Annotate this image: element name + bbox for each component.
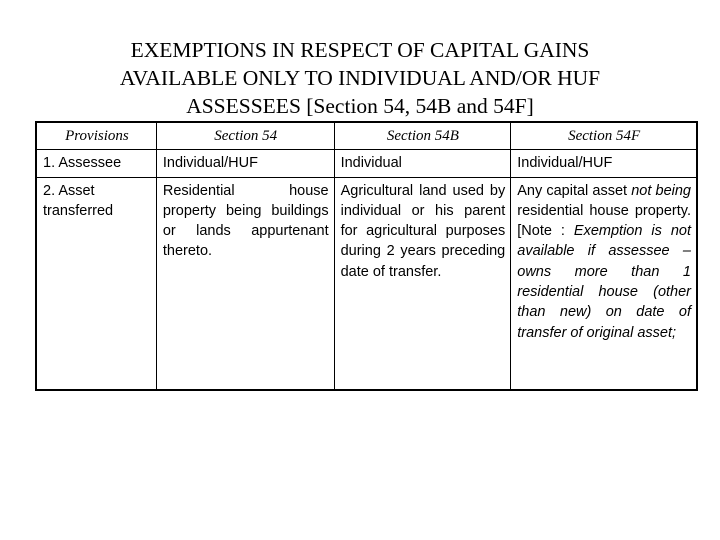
- text-italic-note: Exemption is not available if assessee – owns more than 1 residential house (other than new) on date of transfer of original asset;: [517, 223, 691, 341]
- cell-section-54f: [511, 177, 697, 390]
- cell-provision: 1. Assessee: [36, 150, 156, 177]
- page-title: [0, 36, 720, 120]
- cell-section-54: Residential house property being buildings or lands appurtenant thereto.: [156, 177, 334, 390]
- text-normal: Any capital asset: [517, 182, 632, 199]
- exemptions-table: [35, 121, 698, 391]
- table-row: [36, 150, 697, 177]
- cell-section-54f: Individual/HUF: [511, 150, 697, 177]
- title-line-2: AVAILABLE ONLY TO INDIVIDUAL AND/OR HUF: [119, 66, 601, 90]
- header-section-54f: Section 54F: [511, 122, 697, 150]
- header-section-54: Section 54: [156, 122, 334, 150]
- cell-provision: 2. Asset transferred: [36, 177, 156, 390]
- table-row: [36, 177, 697, 390]
- header-section-54b: Section 54B: [334, 122, 511, 150]
- table-header-row: [36, 122, 697, 150]
- header-provisions: Provisions: [36, 122, 156, 150]
- cell-section-54: Individual/HUF: [156, 150, 334, 177]
- text-italic: not being: [631, 182, 691, 199]
- title-line-3: ASSESSEES [Section 54, 54B and 54F]: [186, 94, 534, 118]
- title-line-1: EXEMPTIONS IN RESPECT OF CAPITAL GAINS: [130, 38, 590, 62]
- cell-section-54b: Individual: [334, 150, 511, 177]
- text-normal: residential house property. [Note :: [517, 202, 691, 240]
- cell-section-54b: Agricultural land used by individual or his parent for agricultural purposes during 2 years preceding date of transfer.: [334, 177, 511, 390]
